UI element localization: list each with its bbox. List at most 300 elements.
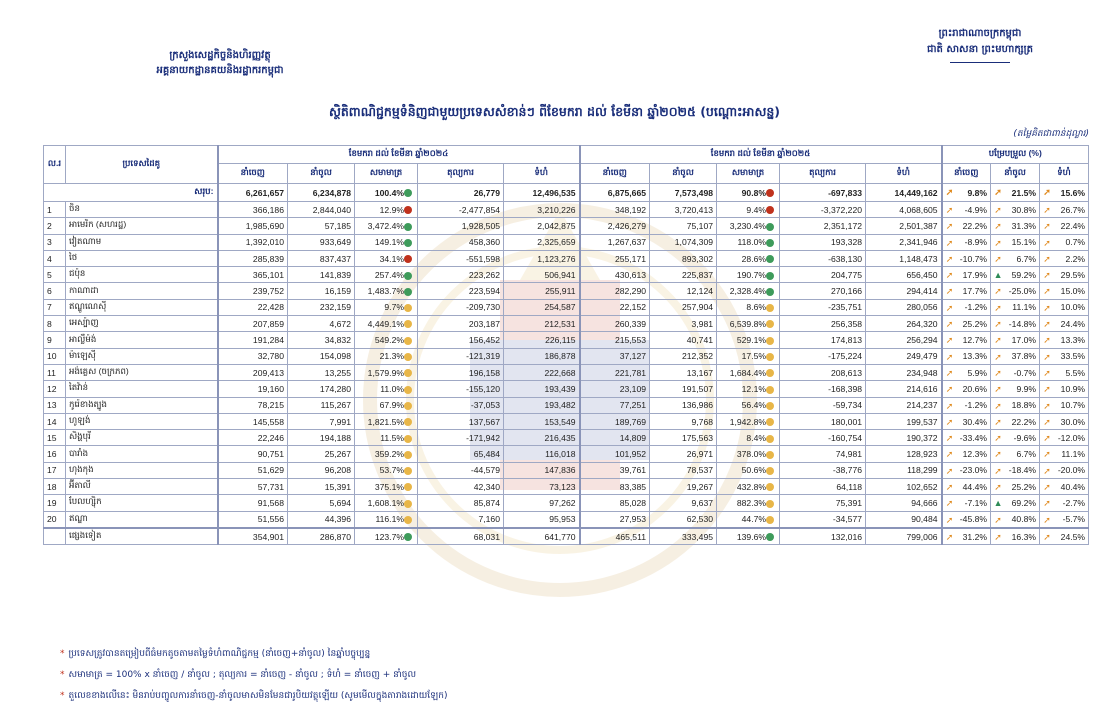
status-dot-icon <box>404 451 412 459</box>
trend-arrow-icon: ➚ <box>945 221 954 232</box>
import-y2024: 13,255 <box>288 364 355 380</box>
trend-arrow-icon: ➚ <box>1043 531 1051 542</box>
country-name: ឥណ្ឌា <box>66 511 218 528</box>
export-change: ➚ 17.9% <box>942 267 991 283</box>
balance-y2025: -697,833 <box>780 184 866 202</box>
ratio-y2024: 53.7% <box>355 462 418 478</box>
export-y2024: 239,752 <box>218 283 288 299</box>
balance-y2025: 75,391 <box>780 495 866 511</box>
trend-arrow-icon: ➚ <box>945 351 954 362</box>
status-dot-icon <box>766 483 774 491</box>
volume-change: ➚ 2.2% <box>1040 250 1089 266</box>
ratio-y2024: 3,472.4% <box>355 218 418 234</box>
export-change: ➚ -33.4% <box>942 430 991 446</box>
balance-y2024: -2,477,854 <box>418 202 504 218</box>
table-row <box>44 250 1089 266</box>
balance-y2024: 458,360 <box>418 234 504 250</box>
import-y2025: 12,124 <box>650 283 717 299</box>
status-dot-icon <box>404 386 412 394</box>
ratio-y2025: 1,942.8% <box>717 413 780 429</box>
table-row <box>44 202 1089 218</box>
document-title: ស្ថិតិពាណិជ្ជកម្មទំនិញជាមួយប្រទេសសំខាន់ៗ ពីខែមករា ដល់ ខែមីនា ឆ្នាំ២០២៥ (បណ្ដោះអាសន្ន) <box>328 104 781 119</box>
table-row <box>44 218 1089 234</box>
trend-arrow-icon: ➚ <box>945 286 954 297</box>
import-y2025: 19,267 <box>650 479 717 495</box>
export-y2024: 145,558 <box>218 413 288 429</box>
import-y2024: 6,234,878 <box>288 184 355 202</box>
import-change: ➚ -18.4% <box>991 462 1040 478</box>
import-change: ➚ 22.2% <box>991 413 1040 429</box>
ratio-y2024: 12.9% <box>355 202 418 218</box>
table-row <box>44 348 1089 364</box>
ratio-y2024: 9.7% <box>355 299 418 315</box>
volume-y2024: 254,587 <box>504 299 580 315</box>
kingdom-header <box>880 26 1080 63</box>
status-dot-icon <box>404 272 412 280</box>
import-y2025: 75,107 <box>650 218 717 234</box>
status-dot-icon <box>404 533 412 541</box>
export-y2025: 465,511 <box>580 528 650 545</box>
status-dot-icon <box>766 206 774 214</box>
total-row <box>44 184 1089 202</box>
trend-arrow-icon: ➚ <box>994 400 1002 411</box>
import-y2025: 893,302 <box>650 250 717 266</box>
country-name: ហូឡង់ <box>66 413 218 429</box>
balance-y2024: -171,942 <box>418 430 504 446</box>
import-y2024: 57,185 <box>288 218 355 234</box>
volume-y2025: 256,294 <box>866 332 942 348</box>
import-change: ▲ 69.2% <box>991 495 1040 511</box>
export-y2025: 83,385 <box>580 479 650 495</box>
trend-arrow-icon: ➚ <box>1043 187 1051 197</box>
trend-arrow-icon: ➚ <box>994 482 1002 493</box>
row-number: 20 <box>44 511 66 528</box>
ratio-y2025: 3,230.4% <box>717 218 780 234</box>
export-change: ➚ 25.2% <box>942 316 991 332</box>
balance-y2025: -3,372,220 <box>780 202 866 218</box>
status-dot-icon <box>766 304 774 312</box>
balance-y2025: -168,398 <box>780 381 866 397</box>
export-change: ➚ -4.9% <box>942 202 991 218</box>
row-number: 3 <box>44 234 66 250</box>
ratio-y2025: 432.8% <box>717 479 780 495</box>
volume-change: ➚ -2.7% <box>1040 495 1089 511</box>
country-name: អ៊ីតាលី <box>66 479 218 495</box>
status-dot-icon <box>404 239 412 247</box>
export-change: ➚ 13.3% <box>942 348 991 364</box>
ratio-y2024: 359.2% <box>355 446 418 462</box>
country-name: សិង្ហបុរី <box>66 430 218 446</box>
balance-y2025: 270,166 <box>780 283 866 299</box>
volume-y2024: 212,531 <box>504 316 580 332</box>
status-dot-icon <box>766 418 774 426</box>
balance-y2025: 256,358 <box>780 316 866 332</box>
table-row <box>44 495 1089 511</box>
volume-y2024: 255,911 <box>504 283 580 299</box>
volume-y2024: 95,953 <box>504 511 580 528</box>
table-row <box>44 462 1089 478</box>
volume-y2024: 97,262 <box>504 495 580 511</box>
trend-arrow-icon: ➚ <box>1043 221 1051 232</box>
trend-arrow-icon: ➚ <box>994 187 1002 197</box>
volume-change: ➚ 33.5% <box>1040 348 1089 364</box>
export-change: ➚ 12.3% <box>942 446 991 462</box>
balance-y2025: -235,751 <box>780 299 866 315</box>
trend-arrow-icon: ➚ <box>945 237 954 248</box>
import-change: ➚ 40.8% <box>991 511 1040 528</box>
trend-arrow-icon: ➚ <box>994 531 1002 542</box>
trend-arrow-icon: ➚ <box>945 270 954 281</box>
balance-y2025: -38,776 <box>780 462 866 478</box>
import-y2025: 3,981 <box>650 316 717 332</box>
export-y2024: 207,859 <box>218 316 288 332</box>
trend-arrow-icon: ▲ <box>993 270 1003 281</box>
trend-arrow-icon: ➚ <box>945 187 954 197</box>
col-export-change: នាំចេញ <box>942 164 991 184</box>
export-y2025: 27,953 <box>580 511 650 528</box>
ratio-y2024: 11.0% <box>355 381 418 397</box>
row-number: 14 <box>44 413 66 429</box>
volume-y2024: 3,210,226 <box>504 202 580 218</box>
balance-y2024: 223,594 <box>418 283 504 299</box>
volume-change: ➚ -20.0% <box>1040 462 1089 478</box>
table-row <box>44 479 1089 495</box>
table-row <box>44 511 1089 528</box>
volume-change: ➚ 29.5% <box>1040 267 1089 283</box>
status-dot-icon <box>766 386 774 394</box>
import-y2025: 257,904 <box>650 299 717 315</box>
export-y2024: 1,985,690 <box>218 218 288 234</box>
trend-arrow-icon: ➚ <box>945 465 954 476</box>
ratio-y2024: 21.3% <box>355 348 418 364</box>
row-number: 9 <box>44 332 66 348</box>
import-y2025: 3,720,413 <box>650 202 717 218</box>
status-dot-icon <box>766 337 774 345</box>
export-y2025: 189,769 <box>580 413 650 429</box>
ratio-y2025: 529.1% <box>717 332 780 348</box>
export-y2024: 366,186 <box>218 202 288 218</box>
table-row <box>44 316 1089 332</box>
balance-y2025: 2,351,172 <box>780 218 866 234</box>
trend-arrow-icon: ➚ <box>1043 498 1051 509</box>
unit-note: (តម្លៃគិតជាពាន់ដុល្លារ) <box>1013 129 1089 139</box>
ratio-y2025: 118.0% <box>717 234 780 250</box>
status-dot-icon <box>766 320 774 328</box>
ratio-y2024: 549.2% <box>355 332 418 348</box>
trend-arrow-icon: ➚ <box>1043 253 1051 264</box>
export-y2025: 37,127 <box>580 348 650 364</box>
col-export-2024: នាំចេញ <box>218 164 288 184</box>
volume-y2025: 214,237 <box>866 397 942 413</box>
volume-change: ➚ 24.5% <box>1040 528 1089 545</box>
row-number: 1 <box>44 202 66 218</box>
trend-arrow-icon: ➚ <box>1043 449 1051 460</box>
trend-arrow-icon: ➚ <box>1043 205 1051 215</box>
export-change: ➚ -8.9% <box>942 234 991 250</box>
volume-y2024: 222,668 <box>504 364 580 380</box>
volume-y2024: 1,123,276 <box>504 250 580 266</box>
balance-y2024: -37,053 <box>418 397 504 413</box>
trend-arrow-icon: ➚ <box>1043 319 1051 330</box>
import-y2024: 115,267 <box>288 397 355 413</box>
export-change: ➚ 44.4% <box>942 479 991 495</box>
import-y2024: 25,267 <box>288 446 355 462</box>
footnote-sorting: * ប្រទេសត្រូវបានតម្រៀបពីធំមកតូចតាមតម្លៃទំហំពាណិជ្ជកម្ម (នាំចេញ+នាំចូល) នៃឆ្នាំបច្ចុប្បន្ន <box>60 649 371 659</box>
status-dot-icon <box>766 353 774 361</box>
export-y2024: 354,901 <box>218 528 288 545</box>
import-change: ➚ 21.5% <box>991 184 1040 202</box>
export-change: ➚ 17.7% <box>942 283 991 299</box>
trend-arrow-icon: ➚ <box>994 449 1002 460</box>
import-y2025: 78,537 <box>650 462 717 478</box>
export-y2025: 221,781 <box>580 364 650 380</box>
volume-y2024: 147,836 <box>504 462 580 478</box>
country-name: ថៃ <box>66 250 218 266</box>
trend-arrow-icon: ➚ <box>994 319 1002 330</box>
department-name: អគ្គនាយកដ្ឋានគយនិងរដ្ឋាករកម្ពុជា <box>156 65 284 76</box>
row-number: 10 <box>44 348 66 364</box>
volume-y2024: 641,770 <box>504 528 580 545</box>
export-y2025: 23,109 <box>580 381 650 397</box>
export-y2024: 191,284 <box>218 332 288 348</box>
balance-y2025: 204,775 <box>780 267 866 283</box>
status-dot-icon <box>404 467 412 475</box>
col-country: ប្រទេសដៃគូ <box>66 146 218 184</box>
import-y2024: 933,649 <box>288 234 355 250</box>
trend-arrow-icon: ➚ <box>945 514 954 525</box>
table-row <box>44 381 1089 397</box>
export-change: ➚ 12.7% <box>942 332 991 348</box>
export-y2024: 32,780 <box>218 348 288 364</box>
status-dot-icon <box>404 483 412 491</box>
country-name: កូរ៉េខាងត្បូង <box>66 397 218 413</box>
volume-change: ➚ 10.9% <box>1040 381 1089 397</box>
volume-y2025: 14,449,162 <box>866 184 942 202</box>
volume-y2025: 199,537 <box>866 413 942 429</box>
import-y2024: 34,832 <box>288 332 355 348</box>
trend-arrow-icon: ➚ <box>945 367 954 378</box>
status-dot-icon <box>404 223 412 231</box>
export-y2025: 348,192 <box>580 202 650 218</box>
trend-arrow-icon: ➚ <box>994 433 1002 444</box>
export-y2024: 365,101 <box>218 267 288 283</box>
row-number: 19 <box>44 495 66 511</box>
table-row <box>44 397 1089 413</box>
export-y2025: 255,171 <box>580 250 650 266</box>
volume-y2025: 190,372 <box>866 430 942 446</box>
row-number: 18 <box>44 479 66 495</box>
export-change: ➚ -1.2% <box>942 397 991 413</box>
import-y2024: 15,391 <box>288 479 355 495</box>
trend-arrow-icon: ➚ <box>945 253 954 264</box>
export-y2024: 51,556 <box>218 511 288 528</box>
table-body <box>44 184 1089 545</box>
export-y2024: 51,629 <box>218 462 288 478</box>
volume-y2024: 2,042,875 <box>504 218 580 234</box>
kingdom-name: ព្រះរាជាណាចក្រកម្ពុជា <box>938 28 1022 39</box>
volume-change: ➚ 11.1% <box>1040 446 1089 462</box>
trend-arrow-icon: ➚ <box>994 237 1002 248</box>
trend-arrow-icon: ➚ <box>1043 400 1051 411</box>
ratio-y2024: 257.4% <box>355 267 418 283</box>
country-name: អេស្ប៉ាញ <box>66 316 218 332</box>
balance-y2024: 85,874 <box>418 495 504 511</box>
export-y2025: 430,613 <box>580 267 650 283</box>
volume-y2024: 2,325,659 <box>504 234 580 250</box>
trend-arrow-icon: ➚ <box>1043 384 1051 395</box>
trend-arrow-icon: ➚ <box>1043 351 1051 362</box>
import-y2025: 62,530 <box>650 511 717 528</box>
balance-y2025: 193,328 <box>780 234 866 250</box>
volume-y2024: 12,496,535 <box>504 184 580 202</box>
col-volume-2024: ទំហំ <box>504 164 580 184</box>
import-y2024: 7,991 <box>288 413 355 429</box>
col-group-2024: ខែមករា ដល់ ខែមីនា ឆ្នាំ២០២៤ <box>218 146 580 164</box>
status-dot-icon <box>404 500 412 508</box>
ratio-y2025: 28.6% <box>717 250 780 266</box>
ratio-y2024: 375.1% <box>355 479 418 495</box>
row-number: 13 <box>44 397 66 413</box>
row-number: 11 <box>44 364 66 380</box>
volume-y2024: 216,435 <box>504 430 580 446</box>
trend-arrow-icon: ➚ <box>994 351 1002 362</box>
ratio-y2025: 9.4% <box>717 202 780 218</box>
volume-y2024: 186,878 <box>504 348 580 364</box>
import-change: ➚ 37.8% <box>991 348 1040 364</box>
volume-y2025: 128,923 <box>866 446 942 462</box>
export-change: ➚ 9.8% <box>942 184 991 202</box>
status-dot-icon <box>766 516 774 524</box>
volume-y2025: 264,320 <box>866 316 942 332</box>
col-ratio-2024: សមាមាត្រ <box>355 164 418 184</box>
trend-arrow-icon: ➚ <box>1043 367 1051 378</box>
export-change: ➚ 5.9% <box>942 364 991 380</box>
import-y2025: 212,352 <box>650 348 717 364</box>
trend-arrow-icon: ➚ <box>994 416 1002 427</box>
import-change: ➚ 6.7% <box>991 446 1040 462</box>
volume-y2024: 116,018 <box>504 446 580 462</box>
total-label: សរុប: <box>44 184 218 202</box>
ratio-y2025: 50.6% <box>717 462 780 478</box>
export-change: ➚ -45.8% <box>942 511 991 528</box>
table-row <box>44 332 1089 348</box>
trend-arrow-icon: ➚ <box>994 384 1002 395</box>
status-dot-icon <box>404 337 412 345</box>
import-change: ➚ -0.7% <box>991 364 1040 380</box>
row-number: 5 <box>44 267 66 283</box>
status-dot-icon <box>766 189 774 197</box>
export-change: ➚ 20.6% <box>942 381 991 397</box>
import-change: ➚ 30.8% <box>991 202 1040 218</box>
country-name: បារាំង <box>66 446 218 462</box>
import-y2024: 837,437 <box>288 250 355 266</box>
import-y2024: 194,188 <box>288 430 355 446</box>
import-y2025: 175,563 <box>650 430 717 446</box>
ratio-y2024: 100.4% <box>355 184 418 202</box>
col-export-2025: នាំចេញ <box>580 164 650 184</box>
trend-arrow-icon: ➚ <box>994 335 1002 346</box>
trend-arrow-icon: ➚ <box>1043 514 1051 525</box>
volume-y2024: 193,482 <box>504 397 580 413</box>
trend-arrow-icon: ▲ <box>993 498 1003 509</box>
ratio-y2024: 1,821.5% <box>355 413 418 429</box>
status-dot-icon <box>766 533 774 541</box>
import-y2024: 2,844,040 <box>288 202 355 218</box>
balance-y2025: 180,001 <box>780 413 866 429</box>
volume-y2025: 249,479 <box>866 348 942 364</box>
volume-y2025: 214,616 <box>866 381 942 397</box>
col-group-change: បម្រែបម្រួល (%) <box>942 146 1089 164</box>
trend-arrow-icon: ➚ <box>1043 302 1051 313</box>
balance-y2025: 174,813 <box>780 332 866 348</box>
balance-y2025: 208,613 <box>780 364 866 380</box>
volume-y2025: 799,006 <box>866 528 942 545</box>
export-y2025: 260,339 <box>580 316 650 332</box>
trend-arrow-icon: ➚ <box>994 286 1002 297</box>
export-y2025: 85,028 <box>580 495 650 511</box>
export-y2025: 14,809 <box>580 430 650 446</box>
import-y2024: 5,694 <box>288 495 355 511</box>
volume-y2024: 226,115 <box>504 332 580 348</box>
volume-y2024: 193,439 <box>504 381 580 397</box>
import-change: ▲ 59.2% <box>991 267 1040 283</box>
trend-arrow-icon: ➚ <box>945 498 954 509</box>
trend-arrow-icon: ➚ <box>945 433 954 444</box>
import-y2025: 13,167 <box>650 364 717 380</box>
ratio-y2025: 139.6% <box>717 528 780 545</box>
export-y2025: 6,875,665 <box>580 184 650 202</box>
balance-y2025: 132,016 <box>780 528 866 545</box>
balance-y2024: 7,160 <box>418 511 504 528</box>
trend-arrow-icon: ➚ <box>945 449 954 460</box>
status-dot-icon <box>404 206 412 214</box>
export-y2025: 215,553 <box>580 332 650 348</box>
table-row <box>44 234 1089 250</box>
trend-arrow-icon: ➚ <box>945 335 954 346</box>
ratio-y2025: 44.7% <box>717 511 780 528</box>
status-dot-icon <box>404 402 412 410</box>
country-name: អាមេរិក (សហរដ្ឋ) <box>66 218 218 234</box>
import-y2025: 26,971 <box>650 446 717 462</box>
ratio-y2025: 2,328.4% <box>717 283 780 299</box>
export-y2024: 90,751 <box>218 446 288 462</box>
country-name: ម៉ាឡេស៊ី <box>66 348 218 364</box>
volume-y2025: 1,148,473 <box>866 250 942 266</box>
status-dot-icon <box>766 288 774 296</box>
export-y2024: 209,413 <box>218 364 288 380</box>
import-y2024: 44,396 <box>288 511 355 528</box>
export-y2024: 91,568 <box>218 495 288 511</box>
trend-arrow-icon: ➚ <box>945 416 954 427</box>
col-import-2025: នាំចូល <box>650 164 717 184</box>
ratio-y2025: 17.5% <box>717 348 780 364</box>
balance-y2024: 1,928,505 <box>418 218 504 234</box>
import-y2024: 141,839 <box>288 267 355 283</box>
country-name: បែលហ្ស៊ិក <box>66 495 218 511</box>
ratio-y2025: 190.7% <box>717 267 780 283</box>
col-ratio-2025: សមាមាត្រ <box>717 164 780 184</box>
country-name: ឥណ្ឌូណេស៊ី <box>66 299 218 315</box>
ratio-y2024: 34.1% <box>355 250 418 266</box>
table-row <box>44 446 1089 462</box>
import-y2024: 96,208 <box>288 462 355 478</box>
import-change: ➚ 17.0% <box>991 332 1040 348</box>
table-row <box>44 267 1089 283</box>
ratio-y2024: 4,449.1% <box>355 316 418 332</box>
import-change: ➚ -14.8% <box>991 316 1040 332</box>
export-change: ➚ -7.1% <box>942 495 991 511</box>
ratio-y2025: 12.1% <box>717 381 780 397</box>
